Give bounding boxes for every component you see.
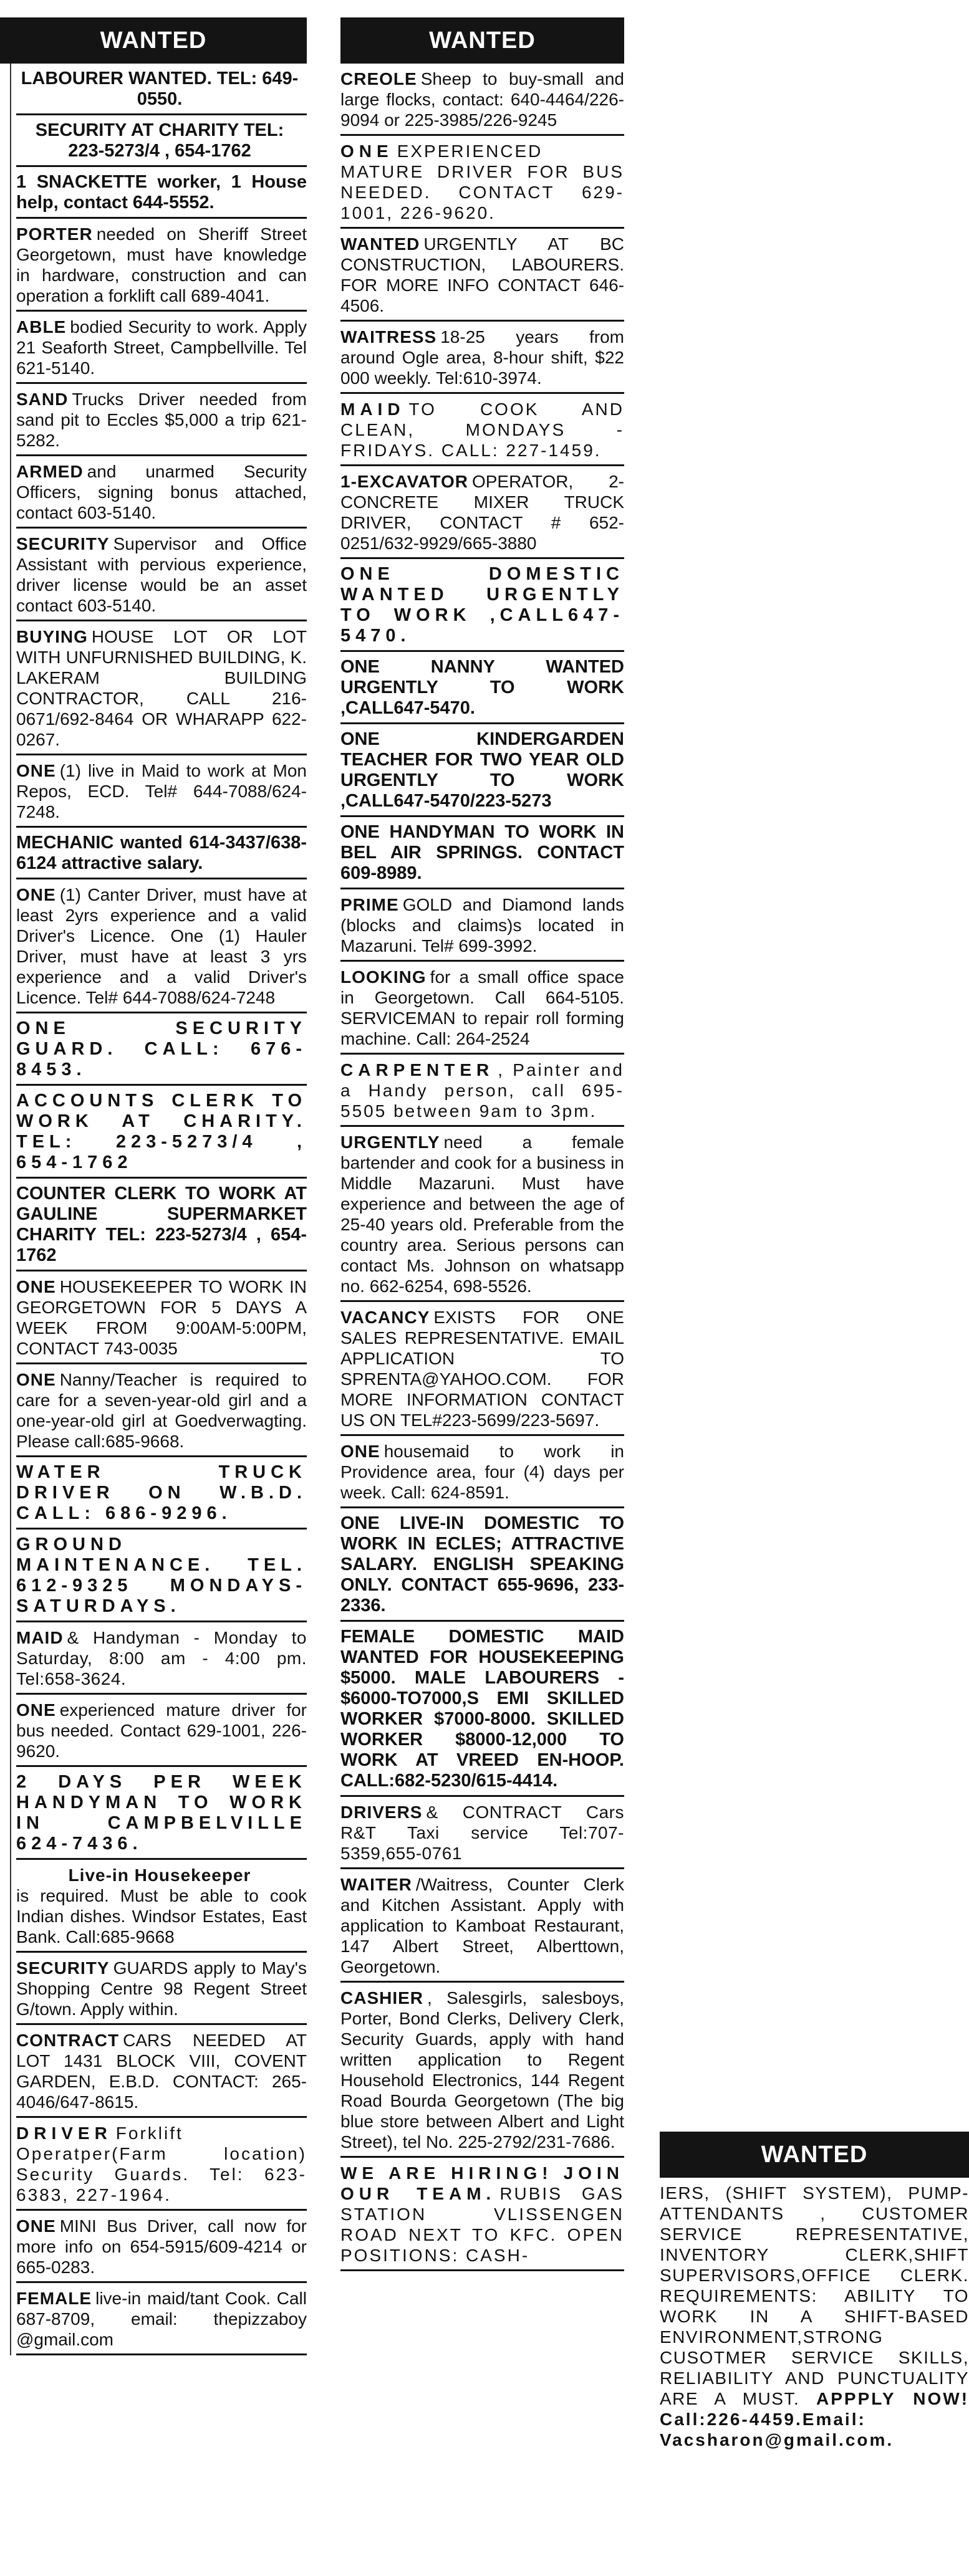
ad-text: , Salesgirls, salesboys, Porter, Bond Clerks, Delivery Clerk, Security Guards, apply with hand written application to Regent Household Electronics, 144 Regent Road Bourda Georgetown (The big blue store between Albert and Light Street), tel No. 225-2792/231-7686.: [340, 1988, 624, 2152]
ad-lead: COUNTER CLERK TO WORK AT GAULINE SUPERMARKET CHARITY TEL: 223-5273/4 , 654-1762: [16, 1184, 307, 1265]
ad-lead: ONE: [340, 1442, 380, 1461]
classified-ad: [340, 1055, 624, 1127]
ad-lead: SECURITY: [16, 534, 110, 553]
ad-text: , Painter and a Handy person, call 695-5505 between 9am to 3pm.: [340, 1060, 624, 1121]
ad-lead: ONE LIVE-IN DOMESTIC TO WORK IN ECLES; ATTRACTIVE SALARY. ENGLISH SPEAKING ONLY. CONTACT 655-9696, 233-2336.: [340, 1513, 624, 1616]
wanted-header: WANTED: [340, 17, 624, 64]
ad-text: CARS NEEDED AT LOT 1431 BLOCK VIII, COVENT GARDEN, E.B.D. CONTACT: 265-4046/647-8615.: [16, 2031, 307, 2112]
ad-lead: ONE: [16, 885, 56, 904]
classified-ad: [340, 322, 624, 394]
ad-lead: MAID: [16, 1628, 64, 1647]
ad-text: 18-25 years from around Ogle area, 8-hour shift, $22 000 weekly. Tel:610-3974.: [340, 327, 624, 388]
classified-ad: [16, 2283, 307, 2355]
ad-lead: DRIVER: [16, 2124, 112, 2143]
ad-lead: ONE KINDERGARDEN TEACHER FOR TWO YEAR OLD URGENTLY TO WORK ,CALL647-5470/223-5273: [340, 729, 624, 811]
ad-lead: VACANCY: [340, 1308, 430, 1327]
wanted-header: WANTED: [0, 17, 307, 64]
ad-text: & CONTRACT Cars R&T Taxi service Tel:707-5359,655-0761: [340, 1803, 624, 1863]
classified-ad: [340, 1622, 624, 1797]
ad-lead: 2 DAYS PER WEEK HANDYMAN TO WORK IN CAMPBELVILLE 624-7436.: [16, 1772, 307, 1854]
classified-ad: [340, 1797, 624, 1869]
ad-lead: URGENTLY: [340, 1132, 440, 1152]
ad-list: [660, 2178, 969, 2454]
classified-ad: [16, 621, 307, 755]
ad-text: /Waitress, Counter Clerk and Kitchen Assistant. Apply with application to Kamboat Restaurant, 147 Albert Street, Alberttown, Georgetown.: [340, 1875, 624, 1976]
classified-ad: [16, 1271, 307, 1364]
ad-lead: CONTRACT: [16, 2031, 120, 2050]
ad-text: OPERATOR, 2- CONCRETE MIXER TRUCK DRIVER, CONTACT # 652-0251/632-9929/665-3880: [340, 472, 624, 553]
ad-text: Nanny/Teacher is required to care for a seven-year-old girl and a one-year-old girl at Goedverwagting. Please call:685-9668.: [16, 1370, 307, 1451]
classified-ad: [16, 1457, 307, 1530]
ad-lead: ONE SECURITY GUARD. CALL: 676-8453.: [16, 1018, 307, 1080]
ad-lead: ARMED: [16, 462, 84, 481]
classified-ad: [340, 962, 624, 1055]
ad-lead: WAITER: [340, 1875, 412, 1894]
classified-ad: [16, 1695, 307, 1767]
ad-lead: GROUND MAINTENANCE. TEL. 612-9325 MONDAYS-SATURDAYS.: [16, 1535, 307, 1616]
ad-lead: ABLE: [16, 317, 67, 337]
ad-text: EXPERIENCED MATURE DRIVER FOR BUS NEEDED. CONTACT 629-1001, 226-9620.: [340, 141, 624, 223]
ad-lead: SECURITY AT CHARITY TEL: 223-5273/4 , 654-1762: [35, 120, 284, 161]
ad-text: RUBIS GAS STATION VLISSENGEN ROAD NEXT TO KFC. OPEN POSITIONS: CASH-: [340, 2184, 624, 2265]
classified-ad: [16, 828, 307, 879]
ad-lead: PORTER: [16, 224, 93, 244]
ad-lead: WE ARE HIRING! JOIN OUR TEAM.: [340, 2163, 624, 2203]
classified-ad: [340, 1436, 624, 1508]
classified-ad: [16, 755, 307, 828]
ad-text: live-in maid/tant Cook. Call 687-8709, email: thepizzaboy @gmail.com: [16, 2289, 307, 2349]
classified-ad: [16, 64, 307, 115]
ad-text: and unarmed Security Officers, signing bonus attached, contact 603-5140.: [16, 462, 307, 522]
ad-lead: LOOKING: [340, 967, 427, 987]
classified-column-1: [10, 17, 307, 2355]
ad-text: & Handyman - Monday to Saturday, 8:00 am - 4:00 pm. Tel:658-3624.: [16, 1628, 307, 1688]
ad-lead: ONE DOMESTIC WANTED URGENTLY TO WORK ,CALL647-5470.: [340, 564, 624, 646]
ad-lead: LABOURER WANTED. TEL: 649-0550.: [21, 69, 299, 109]
classified-ad: [340, 1127, 624, 1302]
classified-ad: [16, 1086, 307, 1179]
classified-ad: [16, 2118, 307, 2211]
ad-lead: ONE HANDYMAN TO WORK IN BEL AIR SPRINGS. CONTACT 609-8989.: [340, 822, 624, 883]
ad-text: HOUSEKEEPER TO WORK IN GEORGETOWN FOR 5 DAYS A WEEK FROM 9:00AM-5:00PM, CONTACT 743-0035: [16, 1277, 307, 1358]
classified-ad: [340, 466, 624, 559]
ad-lead: WATER TRUCK DRIVER ON W.B.D. CALL: 686-9296.: [16, 1462, 307, 1523]
ad-lead: SECURITY: [16, 1958, 110, 1978]
ad-text: experienced mature driver for bus needed. Contact 629-1001, 226-9620.: [16, 1700, 307, 1761]
classified-ad: [16, 2025, 307, 2118]
ad-text: Forklift Operatper(Farm location) Security Guards. Tel: 623-6383, 227-1964.: [16, 2124, 307, 2205]
ad-lead: FEMALE: [16, 2289, 92, 2308]
classified-ad: [16, 456, 307, 529]
ad-list: [340, 64, 624, 2271]
ad-lead: ONE: [16, 2216, 56, 2236]
classified-ad: [16, 1622, 307, 1695]
ad-lead: ONE: [16, 1277, 56, 1296]
classified-ad: [340, 394, 624, 466]
classified-ad: [340, 652, 624, 724]
classified-ad: [16, 219, 307, 312]
ad-contact: APPPLY NOW! Call:226-4459.Email: Vacsharon@gmail.com.: [660, 2389, 969, 2449]
ad-text: needed on Sheriff Street Georgetown, must have knowledge in hardware, construction and can operation a forklift call 689-4041.: [16, 224, 307, 305]
ad-text: MINI Bus Driver, call now for more info on 654-5915/609-4214 or 665-0283.: [16, 2216, 307, 2277]
ad-text: housemaid to work in Providence area, four (4) days per week. Call: 624-8591.: [340, 1442, 624, 1502]
classified-ad: [16, 312, 307, 384]
wanted-header: WANTED: [660, 2132, 969, 2178]
ad-lead: 1-EXCAVATOR: [340, 472, 468, 491]
classified-ad: [16, 167, 307, 219]
ad-text: (1) live in Maid to work at Mon Repos, ECD. Tel# 644-7088/624-7248.: [16, 761, 307, 821]
ad-lead: MAID: [340, 400, 405, 419]
ad-text: bodied Security to work. Apply 21 Seaforth Street, Campbellville. Tel 621-5140.: [16, 317, 307, 378]
ad-text: is required. Must be able to cook Indian dishes. Windsor Estates, East Bank. Call:685-9668: [16, 1886, 307, 1946]
ad-lead: ONE NANNY WANTED URGENTLY TO WORK ,CALL647-5470.: [340, 657, 624, 718]
ad-text: TO COOK AND CLEAN, MONDAYS - FRIDAYS. CALL: 227-1459.: [340, 400, 624, 460]
classified-ad: [16, 1953, 307, 2025]
classified-ad: [16, 879, 307, 1013]
ad-text: GUARDS apply to May's Shopping Centre 98 Regent Street G/town. Apply within.: [16, 1958, 307, 2019]
ad-text: Sheep to buy-small and large flocks, contact: 640-4464/226-9094 or 225-3985/226-9245: [340, 69, 624, 130]
classified-column-3: [660, 2132, 969, 2454]
ad-text: URGENTLY AT BC CONSTRUCTION, LABOURERS. FOR MORE INFO CONTACT 646-4506.: [340, 234, 624, 315]
classified-ad: [16, 529, 307, 621]
ad-text: GOLD and Diamond lands (blocks and claims)s located in Mazaruni. Tel# 699-3992.: [340, 895, 624, 955]
ad-lead: ACCOUNTS CLERK TO WORK AT CHARITY. TEL: 223-5273/4 , 654-1762: [16, 1091, 307, 1172]
ad-lead: Live-in Housekeeper: [68, 1865, 251, 1885]
ad-lead: CARPENTER: [340, 1060, 494, 1080]
classified-ad: [16, 115, 307, 167]
classified-ad: [340, 136, 624, 229]
classified-ad: [16, 1530, 307, 1622]
ad-list: [10, 64, 307, 2355]
ad-text: Trucks Driver needed from sand pit to Eccles $5,000 a trip 621-5282.: [16, 390, 307, 450]
ad-text: (1) Canter Driver, must have at least 2yrs experience and a valid Driver's Licence. One (1) Hauler Driver, must have at least 3 yrs experience and a valid Driver's Licence. Tel# 644-7088/624-7248: [16, 885, 307, 1007]
ad-lead: FEMALE DOMESTIC MAID WANTED FOR HOUSEKEEPING $5000. MALE LABOURERS - $6000-TO7000,S EMI SKILLED WORKER $7000-8000. SKILLED WORKER $8000-12,000 TO WORK AT VREED EN-HOOP. CALL:682-5230/615-4414.: [340, 1627, 624, 1791]
ad-lead: SAND: [16, 390, 69, 409]
ad-text: HOUSE LOT OR LOT WITH UNFURNISHED BUILDING, K. LAKERAM BUILDING CONTRACTOR, CALL 216-0671/692-8464 OR WHARAPP 622-0267.: [16, 627, 307, 749]
ad-lead: ONE: [340, 141, 393, 161]
ad-lead: ONE: [16, 1700, 56, 1720]
classified-column-2: [340, 17, 624, 2271]
classified-ad: [16, 2211, 307, 2283]
classified-ad: [16, 1767, 307, 1860]
classified-ad: [660, 2178, 969, 2454]
classified-ad: [340, 1983, 624, 2158]
ad-lead: WANTED: [340, 234, 420, 254]
ad-lead: MECHANIC wanted 614-3437/638-6124 attractive salary.: [16, 833, 307, 873]
classified-ad: [340, 724, 624, 817]
ad-text: EXISTS FOR ONE SALES REPRESENTATIVE. EMAIL APPLICATION TO SPRENTA@YAHOO.COM. FOR MORE INFORMATION CONTACT US ON TEL#223-5699/223-5697.: [340, 1308, 624, 1430]
ad-lead: DRIVERS: [340, 1803, 423, 1822]
classified-ad: [16, 1179, 307, 1271]
ad-lead: 1 SNACKETTE worker, 1 House help, contact 644-5552.: [16, 172, 307, 213]
ad-lead: CREOLE: [340, 69, 417, 89]
classified-ad: [340, 817, 624, 889]
classified-ad: [16, 1013, 307, 1086]
ad-lead: CASHIER: [340, 1988, 424, 2008]
ad-lead: WAITRESS: [340, 327, 437, 347]
classified-ad: [16, 1860, 307, 1953]
ad-text: for a small office space in Georgetown. Call 664-5105. SERVICEMAN to repair roll forming machine. Call: 264-2524: [340, 967, 624, 1048]
classified-ad: [340, 2158, 624, 2271]
classified-ad: [340, 1869, 624, 1983]
classified-ad: [340, 889, 624, 962]
ad-lead: ONE: [16, 761, 56, 780]
ad-lead: ONE: [16, 1370, 56, 1389]
ad-text: need a female bartender and cook for a business in Middle Mazaruni. Must have experience and between the age of 25-40 years old. Preferable from the country area. Serious persons can contact Ms. Johnson on whatsapp no. 662-6254, 698-5526.: [340, 1132, 624, 1296]
classified-ad: [340, 64, 624, 136]
ad-lead: BUYING: [16, 627, 88, 646]
classified-ad: [340, 1302, 624, 1436]
classified-ad: [340, 1508, 624, 1622]
classified-ad: [340, 559, 624, 652]
ad-text: IERS, (SHIFT SYSTEM), PUMP-ATTENDANTS , CUSTOMER SERVICE REPRESENTATIVE, INVENTORY CLERK,SHIFT SUPERVISORS,OFFICE CLERK. REQUIREMENTS: ABILITY TO WORK IN A SHIFT-BASED ENVIRONMENT,STRONG CUSOTMER SERVICE SKILLS, RELIABILITY AND PUNCTUALITY ARE A MUST.: [660, 2183, 969, 2408]
classified-ad: [16, 384, 307, 456]
ad-text: Supervisor and Office Assistant with pervious experience, driver license would be an asset contact 603-5140.: [16, 534, 307, 615]
classified-ad: [16, 1364, 307, 1457]
classified-ad: [340, 229, 624, 322]
ad-lead: PRIME: [340, 895, 399, 914]
